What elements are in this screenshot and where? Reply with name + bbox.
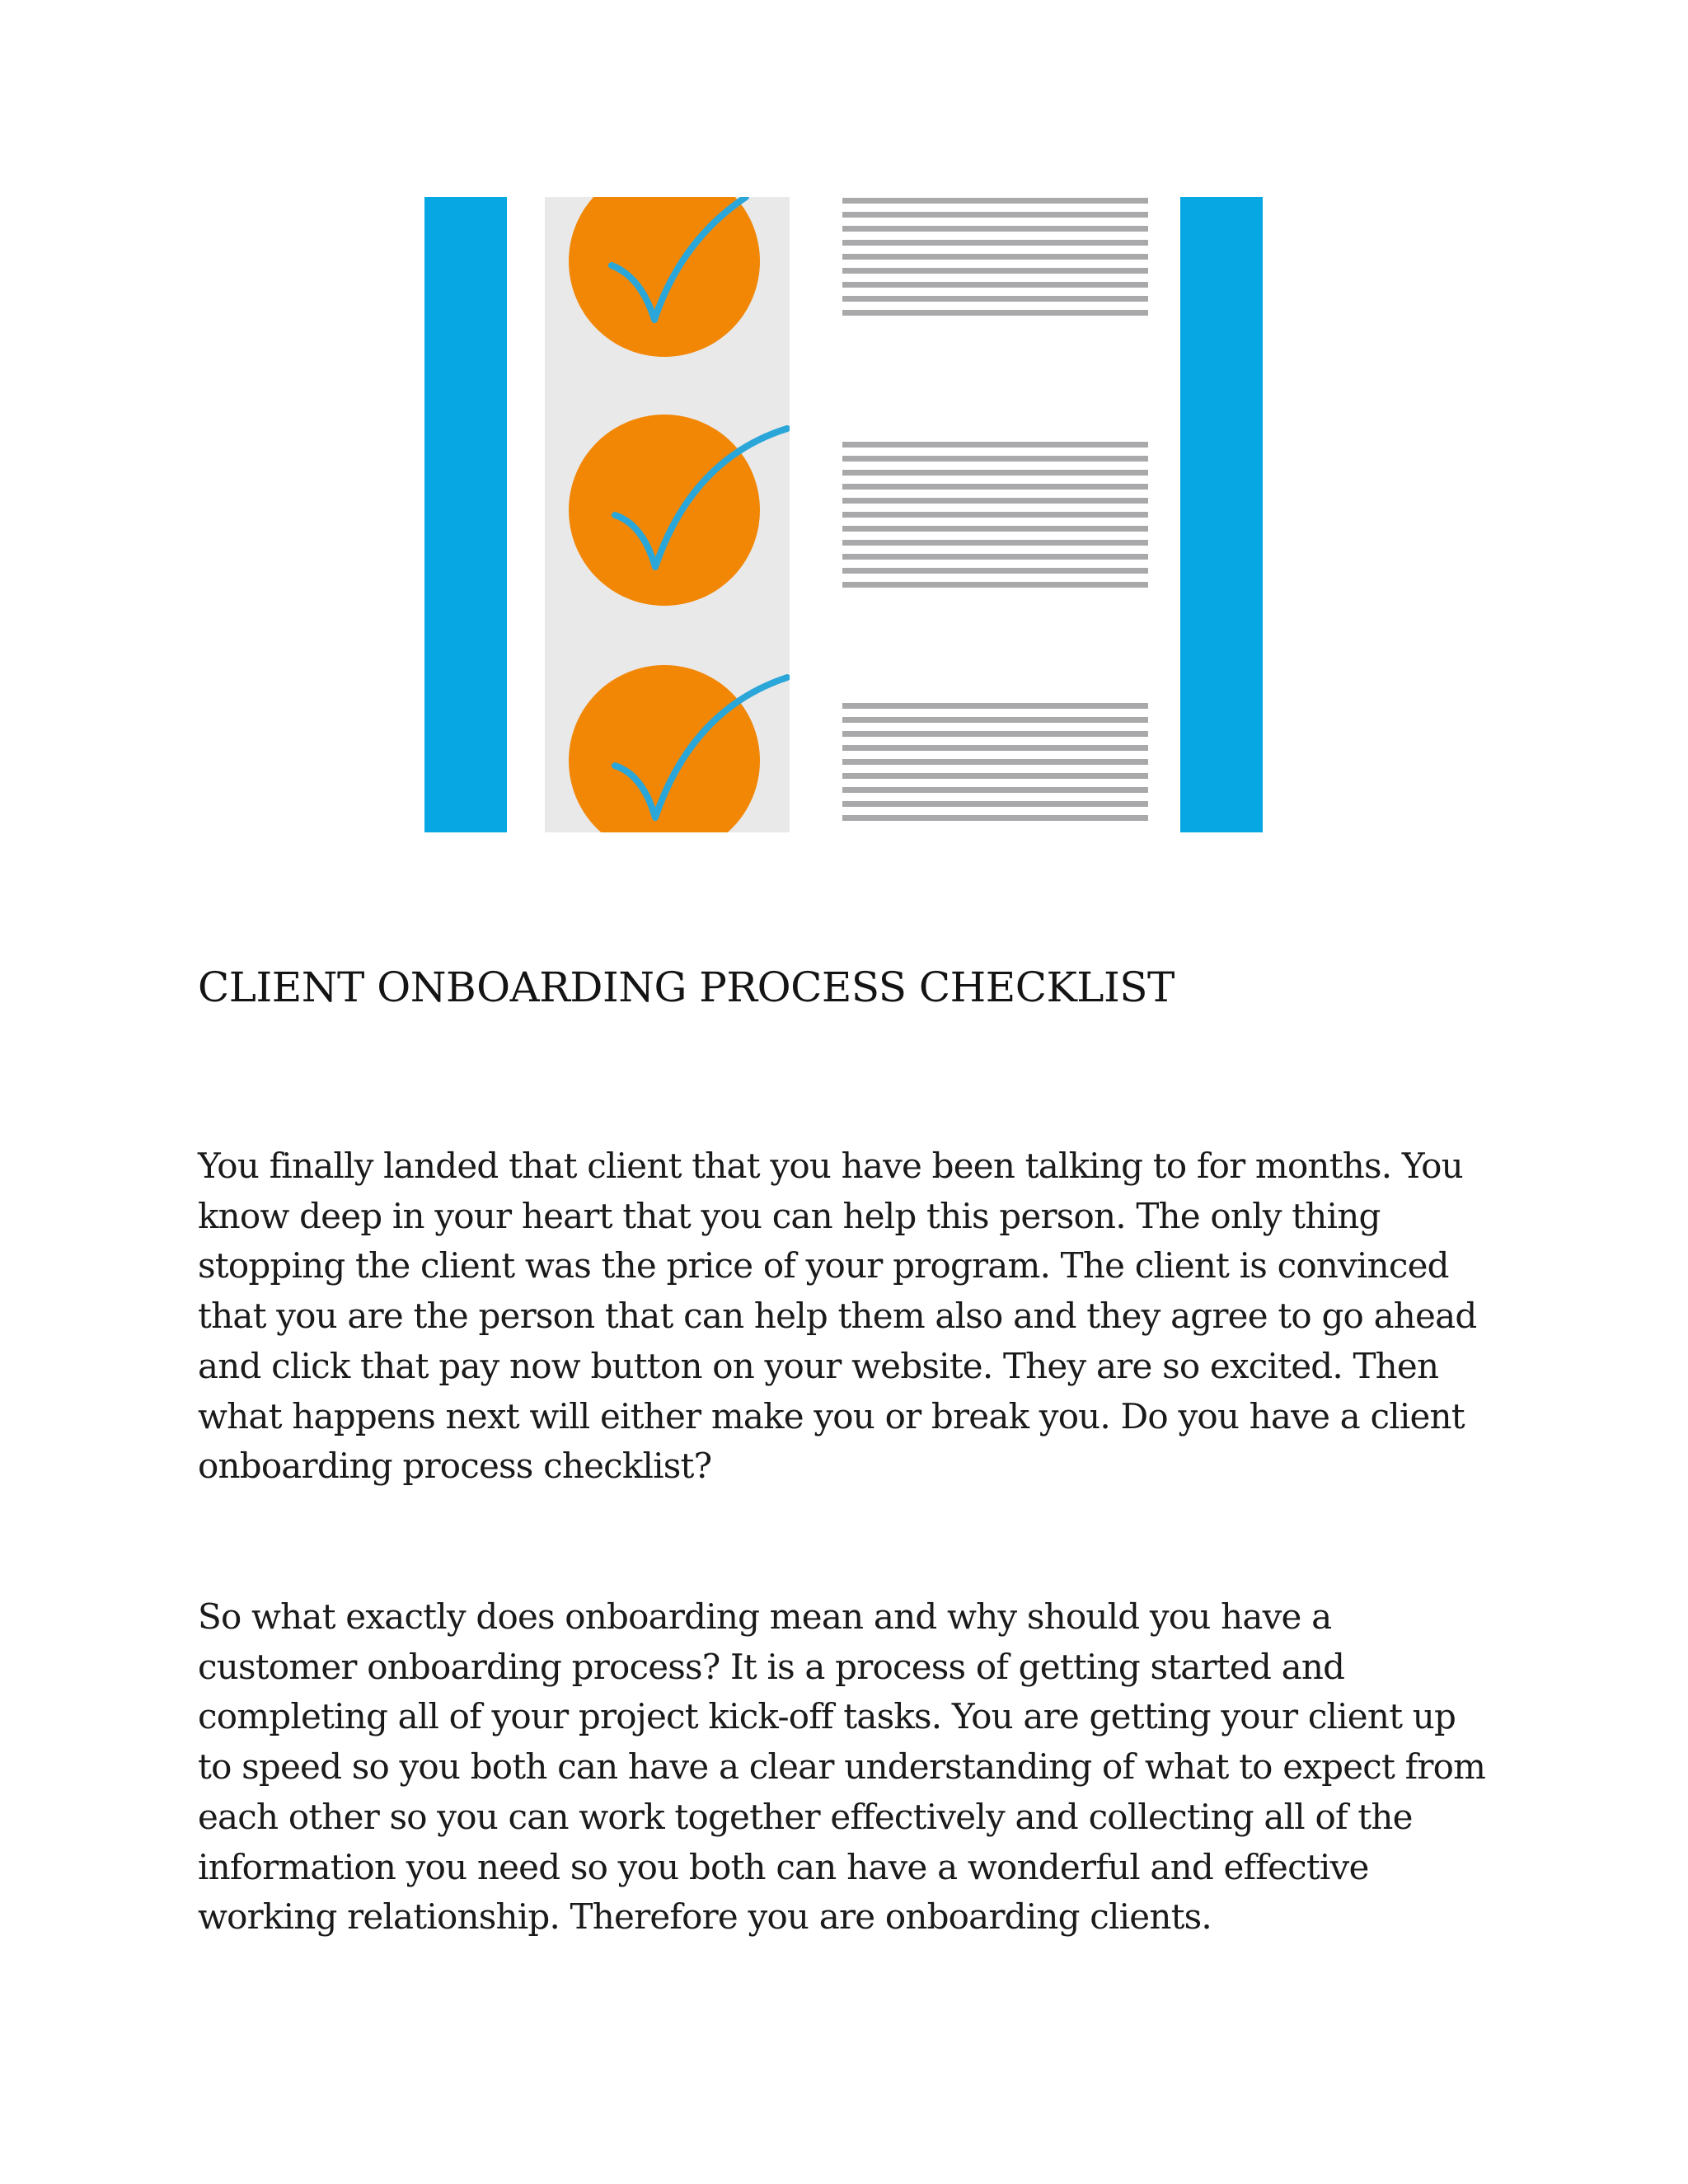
text-lines-block-3: [842, 703, 1148, 821]
checklist-illustration-icon: [0, 0, 1688, 857]
text-lines-block-1: [842, 198, 1148, 316]
paragraph-line: customer onboarding process? It is a process of getting started and: [198, 1646, 1345, 1687]
text-lines-block-2: [842, 442, 1148, 588]
paragraph-line: and click that pay now button on your website. They are so excited. Then: [198, 1345, 1439, 1386]
paragraph-line: that you are the person that can help them also and they agree to go ahead: [198, 1296, 1477, 1337]
paragraph-line: completing all of your project kick-off tasks. You are getting your client up: [198, 1696, 1456, 1737]
paragraph-line: So what exactly does onboarding mean and why should you have a: [198, 1596, 1332, 1637]
check-circle-1: [569, 166, 760, 357]
paragraph-line: to speed so you both can have a clear understanding of what to expect from: [198, 1746, 1486, 1788]
paragraph-line: know deep in your heart that you can help this person. The only thing: [198, 1195, 1381, 1236]
paragraph-line: onboarding process checklist?: [198, 1446, 712, 1487]
definition-paragraph: [198, 1592, 1500, 1943]
document-title: CLIENT ONBOARDING PROCESS CHECKLIST: [198, 963, 1175, 1011]
paragraph-line: information you need so you both can have a wonderful and effective: [198, 1846, 1369, 1887]
left-blue-bar: [424, 197, 507, 832]
paragraph-line: working relationship. Therefore you are onboarding clients.: [198, 1896, 1212, 1938]
check-circle-3: [569, 665, 760, 856]
paragraph-line: each other so you can work together effectively and collecting all of the: [198, 1796, 1413, 1837]
paragraph-line: You finally landed that client that you have been talking to for months. You: [198, 1146, 1463, 1186]
check-items: [569, 166, 787, 856]
paragraph-line: stopping the client was the price of your program. The client is convinced: [198, 1245, 1449, 1286]
check-circle-2: [569, 415, 760, 606]
check-item-1: [569, 166, 760, 357]
intro-paragraph: [198, 1141, 1500, 1492]
right-blue-bar: [1180, 197, 1263, 832]
paragraph-line: what happens next will either make you or break you. Do you have a client: [198, 1395, 1465, 1436]
